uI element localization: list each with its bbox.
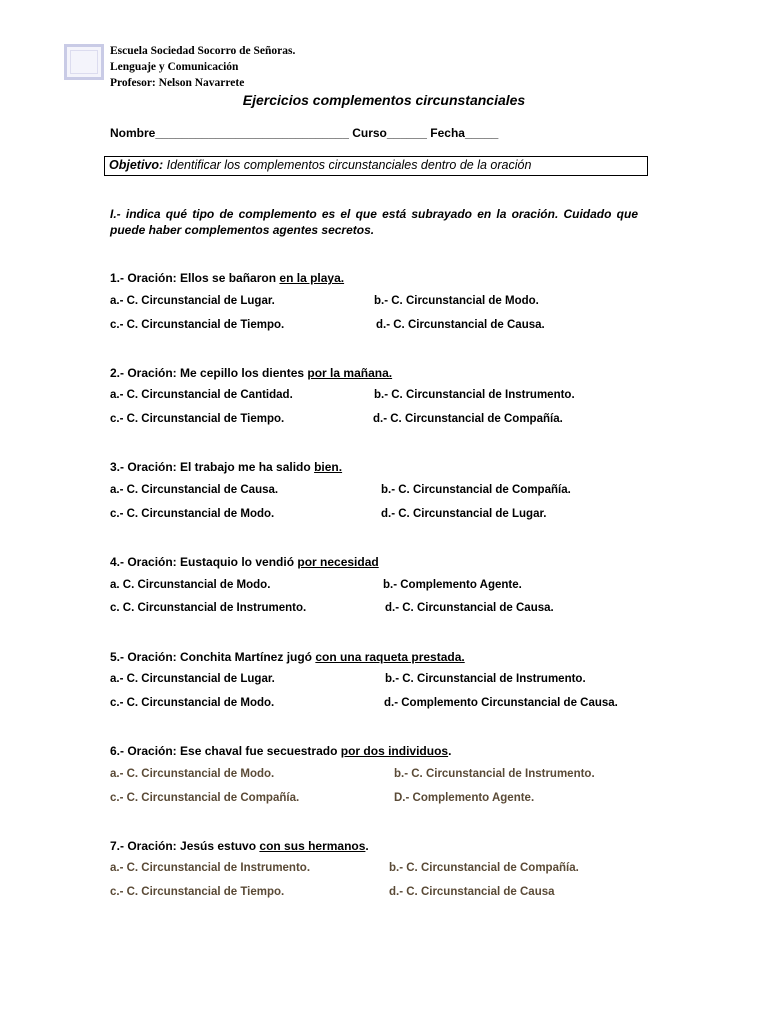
page-title: Ejercicios complementos circunstanciales: [242, 92, 526, 108]
q1-option-a[interactable]: a.- C. Circunstancial de Lugar.: [110, 295, 275, 307]
objective-box: [104, 156, 648, 176]
question-5-text: 5.- Oración: Conchita Martínez jugó: [110, 650, 316, 664]
q4-option-b[interactable]: b.- Complemento Agente.: [383, 579, 522, 591]
q4-option-c[interactable]: c. C. Circunstancial de Instrumento.: [110, 602, 307, 614]
q2-option-a[interactable]: a.- C. Circunstancial de Cantidad.: [110, 389, 293, 401]
q6-option-b[interactable]: b.- C. Circunstancial de Instrumento.: [394, 768, 595, 780]
q3-option-a[interactable]: a.- C. Circunstancial de Causa.: [110, 484, 279, 496]
q4-option-a[interactable]: a. C. Circunstancial de Modo.: [110, 579, 271, 591]
question-7-underlined: con sus hermanos: [259, 839, 366, 853]
q3-option-c[interactable]: c.- C. Circunstancial de Modo.: [110, 508, 275, 520]
q5-option-a[interactable]: a.- C. Circunstancial de Lugar.: [110, 673, 275, 685]
student-fields: Nombre_____________________________ Curso______ Fecha_____: [110, 126, 499, 140]
q7-option-d[interactable]: d.- C. Circunstancial de Causa: [389, 886, 555, 898]
question-2: [110, 366, 392, 380]
q5-option-c[interactable]: c.- C. Circunstancial de Modo.: [110, 697, 275, 709]
school-logo: [64, 44, 104, 80]
q6-option-d[interactable]: D.- Complemento Agente.: [394, 792, 535, 804]
school-name: Escuela Sociedad Socorro de Señoras.: [110, 45, 296, 57]
question-3-underlined: bien.: [314, 460, 343, 474]
q5-option-b[interactable]: b.- C. Circunstancial de Instrumento.: [385, 673, 586, 685]
question-7-suffix: .: [365, 839, 369, 853]
q7-option-a[interactable]: a.- C. Circunstancial de Instrumento.: [110, 862, 311, 874]
objective-text: Identificar los complementos circunstanciales dentro de la oración: [163, 158, 532, 172]
question-7-text: 7.- Oración: Jesús estuvo: [110, 839, 260, 853]
q2-option-d[interactable]: d.- C. Circunstancial de Compañía.: [373, 413, 563, 425]
q1-option-b[interactable]: b.- C. Circunstancial de Modo.: [374, 295, 539, 307]
q7-option-b[interactable]: b.- C. Circunstancial de Compañía.: [389, 862, 579, 874]
q4-option-d[interactable]: d.- C. Circunstancial de Causa.: [385, 602, 554, 614]
q7-option-c[interactable]: c.- C. Circunstancial de Tiempo.: [110, 886, 285, 898]
q1-option-c[interactable]: c.- C. Circunstancial de Tiempo.: [110, 319, 285, 331]
q6-option-a[interactable]: a.- C. Circunstancial de Modo.: [110, 768, 275, 780]
logo-frame: [70, 50, 98, 74]
objective-label: Objetivo:: [109, 158, 164, 172]
question-3: [110, 460, 342, 474]
question-2-underlined: por la mañana.: [307, 366, 393, 380]
teacher-name: Profesor: Nelson Navarrete: [110, 77, 245, 89]
question-4: [110, 555, 379, 569]
question-1: [110, 271, 344, 285]
instructions: I.- indica qué tipo de complemento es el que está subrayado en la oración. Cuidado que puede haber complementos agentes secretos.: [110, 207, 638, 237]
q5-option-d[interactable]: d.- Complemento Circunstancial de Causa.: [384, 697, 618, 709]
question-6: [110, 744, 451, 758]
question-5-underlined: con una raqueta prestada.: [315, 650, 465, 664]
q3-option-b[interactable]: b.- C. Circunstancial de Compañía.: [381, 484, 571, 496]
q2-option-b[interactable]: b.- C. Circunstancial de Instrumento.: [374, 389, 575, 401]
question-4-text: 4.- Oración: Eustaquio lo vendió: [110, 555, 298, 569]
question-1-underlined: en la playa.: [279, 271, 345, 285]
question-6-underlined: por dos individuos: [340, 744, 449, 758]
question-6-suffix: .: [448, 744, 452, 758]
question-2-text: 2.- Oración: Me cepillo los dientes: [110, 366, 308, 380]
q2-option-c[interactable]: c.- C. Circunstancial de Tiempo.: [110, 413, 285, 425]
question-1-text: 1.- Oración: Ellos se bañaron: [110, 271, 280, 285]
question-5: [110, 650, 465, 664]
q3-option-d[interactable]: d.- C. Circunstancial de Lugar.: [381, 508, 547, 520]
q1-option-d[interactable]: d.- C. Circunstancial de Causa.: [376, 319, 545, 331]
question-7: [110, 839, 369, 853]
q6-option-c[interactable]: c.- C. Circunstancial de Compañía.: [110, 792, 300, 804]
subject-name: Lenguaje y Comunicación: [110, 61, 239, 73]
question-3-text: 3.- Oración: El trabajo me ha salido: [110, 460, 315, 474]
document-header: [110, 43, 295, 91]
question-6-text: 6.- Oración: Ese chaval fue secuestrado: [110, 744, 341, 758]
question-4-underlined: por necesidad: [297, 555, 379, 569]
